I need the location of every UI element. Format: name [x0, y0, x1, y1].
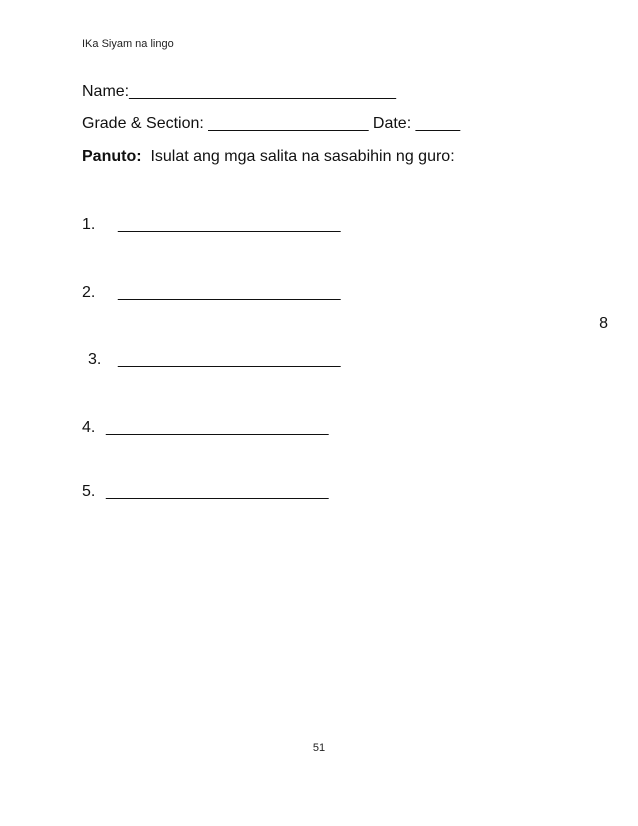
running-header: IKa Siyam na lingo	[82, 38, 174, 50]
answer-item-3	[88, 351, 340, 369]
page-number: 51	[312, 742, 326, 754]
answer-item-2	[82, 284, 340, 302]
answer-blank: _________________________	[118, 216, 341, 233]
answer-blank: _________________________	[118, 284, 341, 301]
item-number: 1.	[82, 216, 96, 233]
margin-number: 8	[599, 315, 608, 332]
instruction-text: Isulat ang mga salita na sasabihin ng guro:	[141, 148, 455, 165]
instructions	[82, 148, 455, 166]
answer-item-1	[82, 216, 340, 234]
item-number: 3.	[88, 351, 102, 368]
answer-blank: _________________________	[106, 419, 329, 436]
item-number: 4.	[82, 419, 96, 436]
answer-blank: _________________________	[106, 483, 329, 500]
instruction-label: Panuto:	[82, 148, 142, 165]
item-number: 2.	[82, 284, 96, 301]
grade-section-date-line: Grade & Section: __________________ Date: _____	[82, 115, 461, 132]
answer-blank: _________________________	[118, 351, 341, 368]
name-field-line: Name:______________________________	[82, 83, 397, 100]
answer-item-4	[82, 419, 328, 437]
answer-item-5	[82, 483, 328, 501]
item-number: 5.	[82, 483, 96, 500]
